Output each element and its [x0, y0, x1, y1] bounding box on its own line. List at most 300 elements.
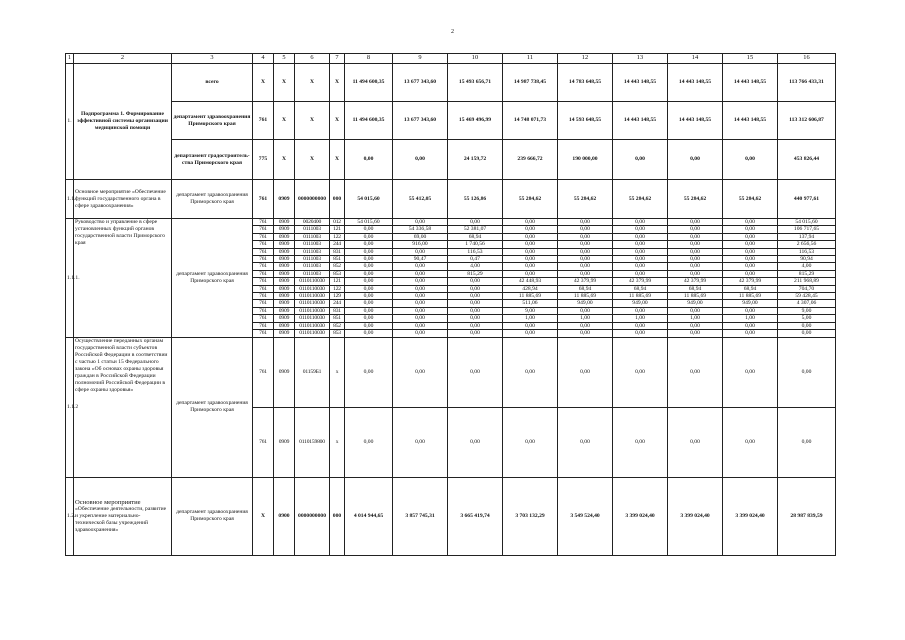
value-cell: 55 412,05 — [393, 180, 448, 219]
value-cell: 0,00 — [558, 337, 613, 407]
header-row — [66, 54, 836, 64]
code-cell: 0111003 — [295, 263, 330, 270]
value-cell: 14 748 071,73 — [503, 102, 558, 140]
value-cell: 42 379,99 — [613, 278, 668, 285]
code-cell: 0020400 — [295, 219, 330, 226]
value-cell: 0,00 — [558, 330, 613, 337]
code-cell: 0000000000 — [295, 477, 330, 555]
value-cell: 0,00 — [778, 330, 836, 337]
code-cell: X — [295, 102, 330, 140]
value-cell: 11 494 600,35 — [345, 102, 393, 140]
code-cell: 0909 — [274, 285, 295, 292]
subprogram-row — [66, 102, 836, 140]
code-cell: 775 — [253, 140, 274, 180]
value-cell: 453 826,44 — [778, 140, 836, 180]
code-cell: 0110159800 — [295, 407, 330, 477]
value-cell: 0,00 — [448, 407, 503, 477]
code-cell: X — [274, 64, 295, 102]
value-cell: 14 443 148,55 — [723, 64, 778, 102]
value-cell: 0,00 — [558, 226, 613, 233]
value-cell: 0,00 — [345, 270, 393, 277]
code-cell: 0909 — [274, 315, 295, 322]
value-cell: 0,00 — [503, 337, 558, 407]
value-cell: 0,00 — [723, 219, 778, 226]
code-cell: 0909 — [274, 233, 295, 240]
value-cell: 14 443 148,55 — [723, 102, 778, 140]
measure-row — [66, 180, 836, 219]
value-cell: 69,00 — [393, 233, 448, 240]
value-cell: 0,00 — [613, 337, 668, 407]
value-cell: 0,00 — [613, 307, 668, 314]
value-cell: 0,00 — [723, 270, 778, 277]
value-cell: 0,00 — [345, 315, 393, 322]
value-cell: 14 443 148,55 — [613, 102, 668, 140]
value-cell: 0,00 — [723, 256, 778, 263]
value-cell: 0,00 — [448, 330, 503, 337]
value-cell: 0,00 — [503, 263, 558, 270]
value-cell: 0,00 — [393, 315, 448, 322]
value-cell: 0,00 — [778, 407, 836, 477]
value-cell: 5,00 — [778, 315, 836, 322]
value-cell: 54 336,58 — [393, 226, 448, 233]
value-cell: 0,00 — [668, 322, 723, 329]
value-cell: 949,00 — [668, 300, 723, 307]
value-cell: 14 443 148,55 — [668, 102, 723, 140]
value-cell: 0,00 — [345, 226, 393, 233]
value-cell: 0,00 — [613, 226, 668, 233]
code-cell: 0111003 — [295, 248, 330, 255]
code-cell: X — [253, 64, 274, 102]
value-cell: 0,00 — [345, 233, 393, 240]
value-cell: 815,29 — [778, 270, 836, 277]
column-header: 15 — [723, 54, 778, 64]
value-cell: 0,00 — [503, 270, 558, 277]
value-cell: 11 885,69 — [723, 293, 778, 300]
code-cell: 0909 — [274, 322, 295, 329]
code-cell: 761 — [253, 256, 274, 263]
value-cell: 0,00 — [448, 300, 503, 307]
value-cell: 0,00 — [778, 337, 836, 407]
value-cell: 1,00 — [723, 315, 778, 322]
value-cell: 0,00 — [613, 233, 668, 240]
value-cell: 0,00 — [393, 140, 448, 180]
detail-row — [66, 337, 836, 407]
value-cell: 14 443 148,55 — [668, 64, 723, 102]
value-cell: 55 284,62 — [503, 180, 558, 219]
value-cell: 0,00 — [558, 263, 613, 270]
code-cell: 761 — [253, 278, 274, 285]
value-cell: 0,00 — [448, 307, 503, 314]
value-cell: 3 399 024,40 — [613, 477, 668, 555]
value-cell: 113 766 433,31 — [778, 64, 836, 102]
value-cell: 0,00 — [723, 233, 778, 240]
code-cell: 0909 — [274, 293, 295, 300]
value-cell: 0,00 — [668, 330, 723, 337]
value-cell: 0,00 — [668, 140, 723, 180]
code-cell: 121 — [330, 278, 345, 285]
value-cell: 0,00 — [345, 256, 393, 263]
code-cell: X — [274, 140, 295, 180]
value-cell: 54 015,60 — [778, 219, 836, 226]
value-cell: 0,00 — [778, 322, 836, 329]
code-cell: 0111003 — [295, 256, 330, 263]
value-cell: 0,00 — [448, 285, 503, 292]
value-cell: 0,00 — [393, 307, 448, 314]
value-cell: 0,00 — [448, 337, 503, 407]
value-cell: 1,00 — [668, 315, 723, 322]
code-cell: 0909 — [274, 180, 295, 219]
value-cell: 3 399 024,40 — [668, 477, 723, 555]
value-cell: 0,00 — [668, 263, 723, 270]
subprogram-row — [66, 64, 836, 102]
subprogram-row — [66, 140, 836, 180]
value-cell: 0,00 — [723, 248, 778, 255]
code-cell: 0110110030 — [295, 293, 330, 300]
value-cell: 815,29 — [448, 270, 503, 277]
value-cell: 0,00 — [503, 322, 558, 329]
code-cell: X — [274, 102, 295, 140]
value-cell: 0,00 — [723, 337, 778, 407]
value-cell: 0,47 — [448, 256, 503, 263]
value-cell: 42 448,93 — [503, 278, 558, 285]
value-cell: 0,00 — [448, 293, 503, 300]
value-cell: 0,00 — [723, 407, 778, 477]
value-cell: 0,00 — [668, 256, 723, 263]
column-header: 5 — [274, 54, 295, 64]
value-cell: 54 015,60 — [345, 219, 393, 226]
value-cell: 0,00 — [613, 263, 668, 270]
value-cell: 68,94 — [558, 285, 613, 292]
code-cell: 0909 — [274, 300, 295, 307]
value-cell: 0,00 — [393, 300, 448, 307]
code-cell: 0909 — [274, 278, 295, 285]
code-cell: 761 — [253, 307, 274, 314]
measure-title: Руководство и управление в сфере установленных функций органов государственной власти Приморского края — [74, 219, 172, 338]
column-header: 8 — [345, 54, 393, 64]
value-cell: 0,00 — [668, 407, 723, 477]
value-cell: 916,00 — [393, 241, 448, 248]
value-cell: 1 740,56 — [448, 241, 503, 248]
code-cell: 761 — [253, 241, 274, 248]
value-cell: 0,00 — [448, 315, 503, 322]
value-cell: 0,00 — [503, 407, 558, 477]
column-header: 13 — [613, 54, 668, 64]
value-cell: 949,00 — [723, 300, 778, 307]
value-cell: 0,00 — [393, 407, 448, 477]
value-cell: 3 549 524,40 — [558, 477, 613, 555]
code-cell: 852 — [330, 263, 345, 270]
code-cell: 761 — [253, 263, 274, 270]
value-cell: 4 307,06 — [778, 300, 836, 307]
value-cell: 0,00 — [503, 233, 558, 240]
value-cell: 3 857 745,31 — [393, 477, 448, 555]
code-cell: 853 — [330, 330, 345, 337]
value-cell: 55 284,62 — [613, 180, 668, 219]
value-cell: 14 783 648,55 — [558, 64, 613, 102]
value-cell: 0,00 — [345, 140, 393, 180]
value-cell: 0,00 — [345, 337, 393, 407]
value-cell: 3 703 132,29 — [503, 477, 558, 555]
code-cell: 761 — [253, 315, 274, 322]
value-cell: 59 428,45 — [778, 293, 836, 300]
value-cell: 24 159,72 — [448, 140, 503, 180]
code-cell: X — [295, 140, 330, 180]
value-cell: 949,00 — [558, 300, 613, 307]
value-cell: 428,94 — [503, 285, 558, 292]
value-cell: 15 493 656,71 — [448, 64, 503, 102]
code-cell: 244 — [330, 241, 345, 248]
measure-description: «Обеспечение деятельности, развитие и укрепление материально-технической базы учреждений здравоохранения» — [75, 505, 167, 533]
code-cell: 0909 — [274, 226, 295, 233]
row-number: 1.1. — [66, 180, 74, 219]
value-cell: 3 665 419,74 — [448, 477, 503, 555]
value-cell: 14 593 648,55 — [558, 102, 613, 140]
code-cell: 761 — [253, 219, 274, 226]
value-cell: 14 987 738,45 — [503, 64, 558, 102]
value-cell: 55 126,86 — [448, 180, 503, 219]
value-cell: 0,00 — [558, 248, 613, 255]
value-cell: 0,00 — [558, 307, 613, 314]
value-cell: 0,00 — [448, 322, 503, 329]
column-header: 2 — [74, 54, 172, 64]
code-cell: 0110110030 — [295, 285, 330, 292]
value-cell: 0,00 — [393, 219, 448, 226]
value-cell: 68,94 — [613, 285, 668, 292]
measure-title: Основное мероприятие «Обеспечение функций государственного органа в сфере здравоохранения» — [74, 180, 172, 219]
executor-cell: департамент здравоохранения Приморского края — [172, 477, 253, 555]
code-cell: 0110110030 — [295, 322, 330, 329]
value-cell: 52 381,07 — [448, 226, 503, 233]
value-cell: 0,00 — [345, 307, 393, 314]
value-cell: 0,00 — [668, 337, 723, 407]
value-cell: 0,00 — [448, 278, 503, 285]
code-cell: 761 — [253, 330, 274, 337]
value-cell: 0,00 — [613, 256, 668, 263]
value-cell: 0,00 — [393, 322, 448, 329]
code-cell: 0110110030 — [295, 278, 330, 285]
value-cell: 0,00 — [393, 248, 448, 255]
code-cell: 0909 — [274, 270, 295, 277]
column-header: 11 — [503, 54, 558, 64]
value-cell: 90,47 — [393, 256, 448, 263]
code-cell: 761 — [253, 233, 274, 240]
code-cell: X — [295, 64, 330, 102]
value-cell: 11 885,69 — [558, 293, 613, 300]
row-number: 1.1.2 — [66, 337, 74, 477]
measure-row — [66, 477, 836, 555]
value-cell: 4,00 — [448, 263, 503, 270]
code-cell: 761 — [253, 337, 274, 407]
value-cell: 0,00 — [723, 307, 778, 314]
value-cell: 0,00 — [448, 219, 503, 226]
code-cell: х — [330, 337, 345, 407]
value-cell: 0,00 — [345, 285, 393, 292]
value-cell: 0,00 — [558, 233, 613, 240]
code-cell: 0110110030 — [295, 307, 330, 314]
code-cell: X — [330, 102, 345, 140]
value-cell: 1,00 — [613, 315, 668, 322]
value-cell: 11 885,69 — [668, 293, 723, 300]
value-cell: 116,53 — [448, 248, 503, 255]
value-cell: 4 014 944,65 — [345, 477, 393, 555]
value-cell: 0,00 — [558, 407, 613, 477]
code-cell: 851 — [330, 256, 345, 263]
value-cell: 1,00 — [503, 315, 558, 322]
code-cell: 831 — [330, 307, 345, 314]
code-cell: 0909 — [274, 219, 295, 226]
code-cell: 0900 — [274, 477, 295, 555]
value-cell: 0,00 — [558, 256, 613, 263]
value-cell: 0,00 — [393, 278, 448, 285]
value-cell: 0,00 — [503, 241, 558, 248]
value-cell: 0,00 — [723, 226, 778, 233]
value-cell: 0,00 — [393, 270, 448, 277]
code-cell: 853 — [330, 270, 345, 277]
code-cell: 761 — [253, 300, 274, 307]
value-cell: 3 399 024,40 — [723, 477, 778, 555]
code-cell: х — [330, 407, 345, 477]
column-header: 1 — [66, 54, 74, 64]
value-cell: 0,00 — [345, 241, 393, 248]
code-cell: 122 — [330, 233, 345, 240]
value-cell: 42 379,99 — [558, 278, 613, 285]
code-cell: 000 — [330, 477, 345, 555]
measure-title — [74, 477, 172, 555]
value-cell: 0,00 — [668, 233, 723, 240]
value-cell: 68,94 — [723, 285, 778, 292]
value-cell: 0,00 — [345, 263, 393, 270]
value-cell: 116,53 — [778, 248, 836, 255]
value-cell: 0,00 — [393, 337, 448, 407]
code-cell: 0909 — [274, 330, 295, 337]
code-cell: 761 — [253, 248, 274, 255]
subprogram-title: Подпрограмма 1. Формирование эффективной системы организации медицинской помощи — [74, 64, 172, 180]
code-cell: X — [330, 140, 345, 180]
value-cell: 0,00 — [393, 293, 448, 300]
code-cell: 0110110030 — [295, 330, 330, 337]
column-header: 6 — [295, 54, 330, 64]
code-cell: 761 — [253, 226, 274, 233]
value-cell: 0,00 — [558, 322, 613, 329]
code-cell: 761 — [253, 322, 274, 329]
value-cell: 0,00 — [723, 140, 778, 180]
executor-cell: департамент градостроитель-ства Приморского края — [172, 140, 253, 180]
value-cell: 239 666,72 — [503, 140, 558, 180]
value-cell: 0,00 — [668, 248, 723, 255]
value-cell: 0,00 — [613, 322, 668, 329]
value-cell: 0,00 — [668, 270, 723, 277]
value-cell: 190 000,00 — [558, 140, 613, 180]
code-cell: 0909 — [274, 241, 295, 248]
code-cell: 244 — [330, 300, 345, 307]
value-cell: 55 284,62 — [668, 180, 723, 219]
value-cell: 0,00 — [345, 322, 393, 329]
row-number: 1.2. — [66, 477, 74, 555]
value-cell: 2 656,56 — [778, 241, 836, 248]
code-cell: 0909 — [274, 337, 295, 407]
code-cell: 852 — [330, 322, 345, 329]
value-cell: 0,00 — [393, 330, 448, 337]
value-cell: 0,00 — [345, 330, 393, 337]
code-cell: 761 — [253, 102, 274, 140]
value-cell: 440 977,61 — [778, 180, 836, 219]
code-cell: 01159Б1 — [295, 337, 330, 407]
value-cell: 0,00 — [345, 278, 393, 285]
measure-title: Осуществление переданных органам государственной власти субъектов Российской Федерации в соответствии с частью 1 статьи 15 Федерального закона «Об основах охраны здоровья граждан в Российской Федерации полномочий Российской Федерации в сфере охраны здоровья» — [74, 337, 172, 477]
value-cell: 13 677 343,60 — [393, 64, 448, 102]
column-header: 14 — [668, 54, 723, 64]
value-cell: 55 284,62 — [723, 180, 778, 219]
value-cell: 0,00 — [503, 226, 558, 233]
value-cell: 0,00 — [668, 307, 723, 314]
executor-cell: всего — [172, 64, 253, 102]
value-cell: 106 717,65 — [778, 226, 836, 233]
code-cell: X — [330, 64, 345, 102]
value-cell: 4,00 — [778, 263, 836, 270]
column-header: 16 — [778, 54, 836, 64]
value-cell: 0,00 — [723, 330, 778, 337]
value-cell: 113 312 606,87 — [778, 102, 836, 140]
value-cell: 0,00 — [558, 241, 613, 248]
value-cell: 54 015,60 — [345, 180, 393, 219]
code-cell: 0110110030 — [295, 300, 330, 307]
code-cell: 851 — [330, 315, 345, 322]
value-cell: 28 987 839,59 — [778, 477, 836, 555]
value-cell: 0,00 — [558, 270, 613, 277]
value-cell: 68,94 — [448, 233, 503, 240]
measure-heading: Основное мероприятие — [75, 498, 141, 506]
value-cell: 949,00 — [613, 300, 668, 307]
value-cell: 9,00 — [503, 307, 558, 314]
value-cell: 0,00 — [613, 219, 668, 226]
value-cell: 0,00 — [345, 407, 393, 477]
code-cell: 129 — [330, 293, 345, 300]
budget-table — [65, 53, 836, 556]
code-cell: 121 — [330, 226, 345, 233]
value-cell: 0,00 — [345, 300, 393, 307]
code-cell: X — [253, 477, 274, 555]
value-cell: 11 885,69 — [503, 293, 558, 300]
code-cell: 761 — [253, 180, 274, 219]
value-cell: 0,00 — [503, 256, 558, 263]
row-number: 1. — [66, 64, 74, 180]
code-cell: 761 — [253, 407, 274, 477]
code-cell: 122 — [330, 285, 345, 292]
value-cell: 704,70 — [778, 285, 836, 292]
value-cell: 0,00 — [723, 263, 778, 270]
code-cell: 0110110030 — [295, 315, 330, 322]
value-cell: 11 885,69 — [613, 293, 668, 300]
code-cell: 831 — [330, 248, 345, 255]
value-cell: 0,00 — [613, 407, 668, 477]
row-number: 1.1.1. — [66, 219, 74, 338]
code-cell: 0909 — [274, 248, 295, 255]
value-cell: 13 677 343,60 — [393, 102, 448, 140]
value-cell: 0,00 — [668, 219, 723, 226]
value-cell: 11 494 600,35 — [345, 64, 393, 102]
code-cell: 0111003 — [295, 226, 330, 233]
executor-cell: департамент здравоохранения Приморского края — [172, 102, 253, 140]
column-header: 10 — [448, 54, 503, 64]
value-cell: 1,00 — [558, 315, 613, 322]
value-cell: 0,00 — [613, 241, 668, 248]
code-cell: 0111003 — [295, 270, 330, 277]
code-cell: 0909 — [274, 256, 295, 263]
executor-cell: департамент здравоохранения Приморского края — [172, 337, 253, 477]
value-cell: 9,00 — [778, 307, 836, 314]
code-cell: 761 — [253, 285, 274, 292]
value-cell: 0,00 — [345, 248, 393, 255]
